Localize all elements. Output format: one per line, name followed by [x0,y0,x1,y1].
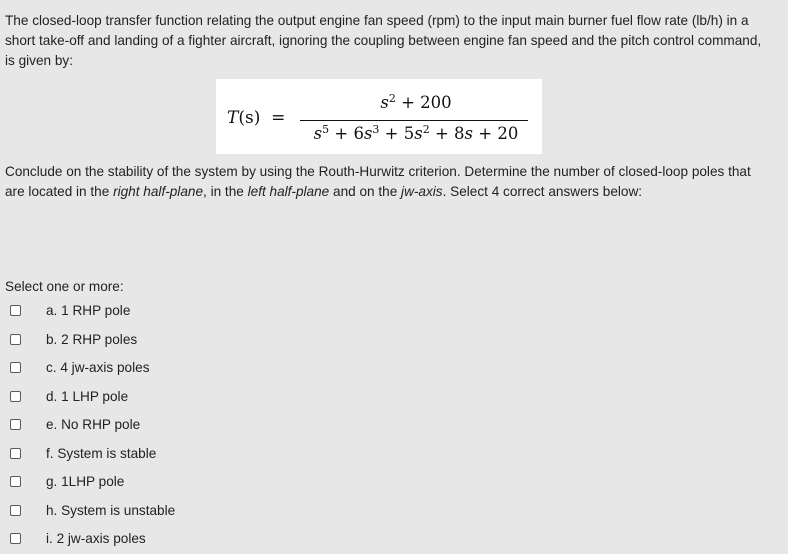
option-i-label[interactable]: i. 2 jw-axis poles [46,531,146,546]
option-d[interactable] [0,383,400,412]
checkbox-d[interactable] [10,391,21,402]
question-prompt: Conclude on the stability of the system by using the Routh-Hurwitz criterion. Determine the number of closed-loop poles that are located in the right half-plane, in the left half-plane and on the jw-axis. Select 4 correct answers below: [5,164,751,199]
option-i[interactable] [0,525,400,554]
option-g[interactable] [0,468,400,497]
tf-lhs: T(s) = [227,108,286,128]
option-g-label[interactable]: g. 1LHP pole [46,474,125,489]
tf-denominator: $s^5 + 6s^3 + 5s^2 + 8s + 20$ [313,123,519,143]
transfer-function-image [216,79,542,154]
tf-numerator: $s^2 + 200$ [380,92,452,112]
option-b[interactable] [0,326,400,355]
question-intro: The closed-loop transfer function relating the output engine fan speed (rpm) to the input main burner fuel flow rate (lb/h) in a short take-off and landing of a fighter aircraft, ignoring the coupling between engine fan speed and the pitch control command, is given by: [5,13,762,68]
option-b-label[interactable]: b. 2 RHP poles [46,331,138,347]
checkbox-e[interactable] [10,419,21,430]
checkbox-f[interactable] [10,448,21,459]
option-e[interactable] [0,411,400,440]
checkbox-a[interactable] [10,305,21,316]
checkbox-g[interactable] [10,476,21,487]
option-d-label[interactable]: d. 1 LHP pole [46,388,129,404]
option-h[interactable] [0,497,400,526]
option-c-label[interactable]: c. 4 jw-axis poles [46,360,150,375]
checkbox-i[interactable] [10,533,21,544]
option-c[interactable] [0,354,400,383]
checkbox-b[interactable] [10,334,21,345]
option-e-label[interactable]: e. No RHP pole [46,417,141,432]
option-f[interactable] [0,440,400,469]
checkbox-h[interactable] [10,505,21,516]
select-instruction: Select one or more: [5,279,124,294]
fraction-bar [300,120,528,121]
option-a-label[interactable]: a. 1 RHP pole [46,303,131,318]
answer-options [0,297,400,554]
option-f-label[interactable]: f. System is stable [46,445,157,461]
checkbox-c[interactable] [10,362,21,373]
option-h-label[interactable]: h. System is unstable [46,502,176,518]
option-a[interactable] [0,297,400,326]
